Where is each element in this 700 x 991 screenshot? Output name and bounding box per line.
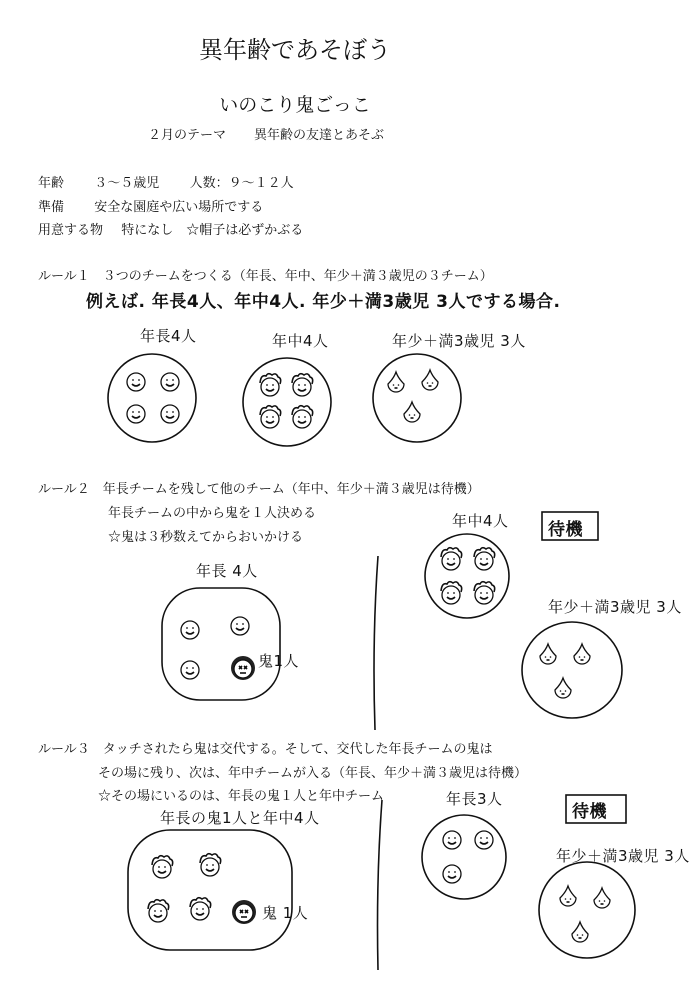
- rule3-line3: ☆その場にいるのは、年長の鬼１人と年中チーム: [98, 789, 385, 804]
- rule3-standby-label: 待機: [572, 802, 607, 822]
- page-title: 異年齢であそぼう: [199, 36, 391, 64]
- items-value: 特になし ☆帽子は必ずかぶる: [121, 223, 304, 238]
- rule3-team-a-circle: [422, 815, 506, 899]
- items-label: 用意する物: [38, 223, 104, 238]
- prep-value: 安全な園庭や広い場所でする: [94, 200, 264, 215]
- rule1-team-c-label: 年少＋満3歳児 3人: [392, 332, 526, 350]
- rule2-line2: 年長チームの中から鬼を１人決める: [108, 506, 317, 521]
- rule1-team-a-label: 年長4人: [140, 327, 197, 345]
- rule2-standby-box: [542, 512, 598, 540]
- rule3-team-c-label: 年少＋満3歳児 3人: [556, 847, 690, 865]
- rule3-oni-label: 鬼 1人: [262, 904, 309, 922]
- count-value: 人数：９～１２人: [189, 176, 294, 191]
- rule1-team-b-circle: [243, 358, 331, 446]
- prep-label: 準備: [38, 200, 65, 215]
- rule3-line1: ルール３ タッチされたら鬼は交代する。そして、交代した年長チームの鬼は: [38, 742, 493, 757]
- page-subtitle: いのこり鬼ごっこ: [219, 94, 371, 116]
- theme-month: ２月のテーマ: [148, 128, 227, 143]
- theme-text: 異年齢の友達とあそぶ: [254, 128, 385, 143]
- rule2-oni-label: 鬼1人: [258, 652, 300, 670]
- rule3-divider: [378, 800, 383, 970]
- rule2-team-c-circle: [522, 622, 622, 718]
- rule1-example: 例えば. 年長4人、年中4人. 年少＋満3歳児 3人でする場合.: [86, 292, 561, 312]
- age-value: ３～５歳児: [94, 176, 160, 191]
- rule2-team-b-circle: [425, 534, 509, 618]
- rule3-main-team-label: 年長の鬼1人と年中4人: [160, 809, 320, 827]
- rule3-team-c-circle: [539, 862, 635, 958]
- rule1-team-b-label: 年中4人: [272, 332, 329, 350]
- rule3-team-a-label: 年長3人: [446, 790, 503, 808]
- rule3-line2: その場に残り、次は、年中チームが入る（年長、年少＋満３歳児は待機）: [98, 766, 528, 781]
- rule1-team-c-circle: [373, 354, 461, 442]
- rule2-team-c-label: 年少＋満3歳児 3人: [548, 598, 682, 616]
- rule2-standby-label: 待機: [548, 520, 583, 540]
- rule2-divider: [374, 556, 378, 730]
- age-label: 年齢: [38, 176, 65, 191]
- rule2-main-team-label: 年長 4人: [196, 562, 258, 580]
- rule2-line1: ルール２ 年長チームを残して他のチーム（年中、年少＋満３歳児は待機）: [38, 482, 480, 497]
- rule2-line3: ☆鬼は３秒数えてからおいかける: [108, 530, 304, 545]
- rule3-main-team-box: [128, 830, 292, 950]
- rule2-team-b-label: 年中4人: [452, 512, 509, 530]
- rule1-text: ルール１ ３つのチームをつくる（年長、年中、年少＋満３歳児の３チーム）: [38, 269, 493, 284]
- rule2-main-team-box: [162, 588, 280, 700]
- rule1-team-a-circle: [108, 354, 196, 442]
- rule3-standby-box: [566, 795, 626, 823]
